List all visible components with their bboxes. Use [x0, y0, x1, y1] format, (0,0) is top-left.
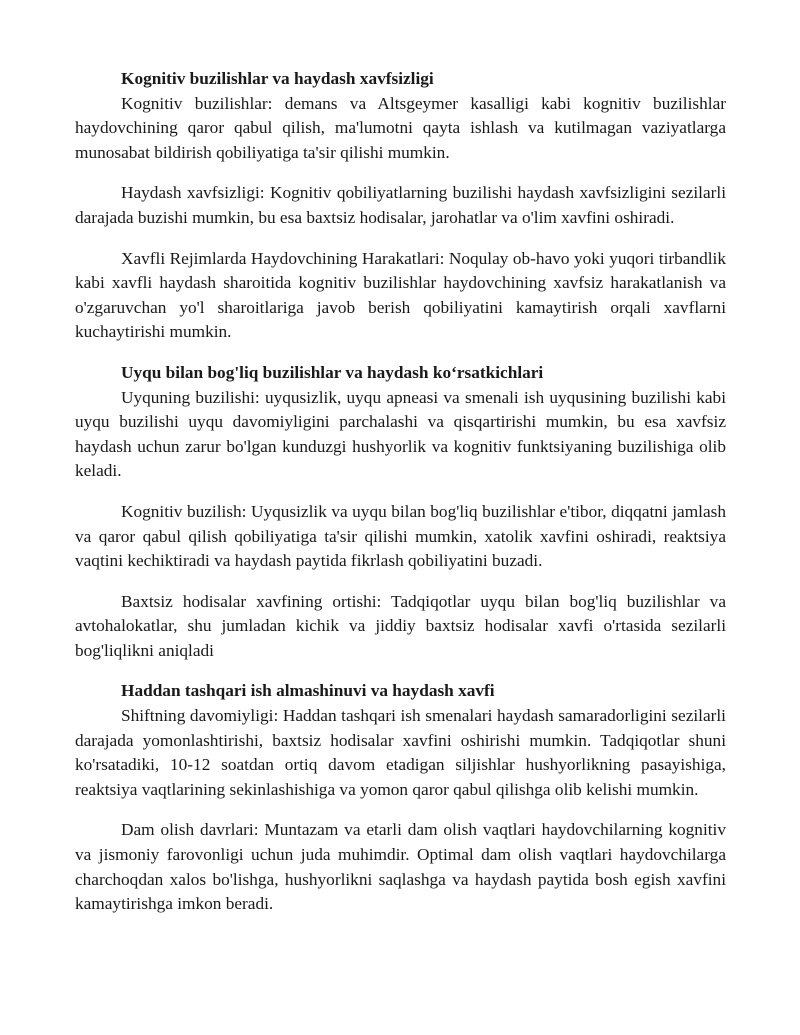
paragraph: Baxtsiz hodisalar xavfining ortishi: Tadqiqotlar uyqu bilan bog'liq buzilishlar va avtohalokatlar, shu jumladan kichik va jiddiy baxtsiz hodisalar xavfi o'rtasida sezilarli bog'liqlikni aniqladi — [75, 591, 726, 660]
section-excessive-shift-work — [75, 679, 726, 916]
section-heading: Uyqu bilan bog'liq buzilishlar va haydash koʻrsatkichlari — [121, 362, 544, 382]
document-page — [75, 67, 726, 917]
section-sleep-disorders — [75, 361, 726, 664]
paragraph: Haydash xavfsizligi: Kognitiv qobiliyatlarning buzilishi haydash xavfsizligini sezilarli darajada buzishi mumkin, bu esa baxtsiz hodisalar, jarohatlar va o'lim xavfini oshiradi. — [75, 183, 726, 227]
section-heading: Kognitiv buzilishlar va haydash xavfsizligi — [121, 69, 434, 88]
paragraph: Shiftning davomiyligi: Haddan tashqari ish smenalari haydash samaradorligini sezilarli darajada yomonlashtirishi, baxtsiz hodisalar xavfini oshirishi mumkin. Tadqiqotlar shuni ko'rsatadiki, 10-12 soatdan ortiq davom etadigan siljishlar hushyorlikning pasayishiga, reaktsiya vaqtlarining sekinlashishiga va yomon qaror qabul qilishga olib kelishi mumkin. — [75, 706, 726, 799]
paragraph: Kognitiv buzilishlar: demans va Altsgeymer kasalligi kabi kognitiv buzilishlar haydovchining qaror qabul qilish, ma'lumotni qayta ishlash va kutilmagan vaziyatlarga munosabat bildirish qobiliyatiga ta'sir qilishi mumkin. — [75, 93, 726, 162]
section-cognitive-impairment — [75, 67, 726, 345]
paragraph: Kognitiv buzilish: Uyqusizlik va uyqu bilan bog'liq buzilishlar e'tibor, diqqatni jamlash va qaror qabul qilish qobiliyatiga ta'sir qilishi mumkin, xatolik xavfini oshiradi, reaktsiya vaqtini kechiktiradi va haydash paytida fikrlash qobiliyatini buzadi. — [75, 501, 726, 571]
section-heading: Haddan tashqari ish almashinuvi va haydash xavfi — [121, 681, 495, 701]
paragraph: Dam olish davrlari: Muntazam va etarli dam olish vaqtlari haydovchilarning kognitiv va jismoniy farovonligi uchun juda muhimdir. Optimal dam olish vaqtlari haydovchilarga charchoqdan xalos bo'lishga, hushyorlikni saqlashga va haydash paytida bosh egish xavfini kamaytirishga imkon beradi. — [75, 820, 726, 914]
paragraph: Uyquning buzilishi: uyqusizlik, uyqu apneasi va smenali ish uyqusining buzilishi kabi uyqu buzilishi uyqu davomiyligini parchalashi va qisqartirishi mumkin, bu esa xavfsiz haydash uchun zarur bo'lgan kunduzgi hushyorlik va kognitiv funktsiyaning buzilishiga olib keladi. — [75, 387, 726, 481]
paragraph: Xavfli Rejimlarda Haydovchining Harakatlari: Noqulay ob-havo yoki yuqori tirbandlik kabi xavfli haydash sharoitida kognitiv buzilishlar haydovchining xavfsiz harakatlanish va o'zgaruvchan yo'l sharoitlariga javob berish qobiliyatini kamaytirish orqali xavflarni kuchaytirishi mumkin. — [75, 248, 726, 342]
